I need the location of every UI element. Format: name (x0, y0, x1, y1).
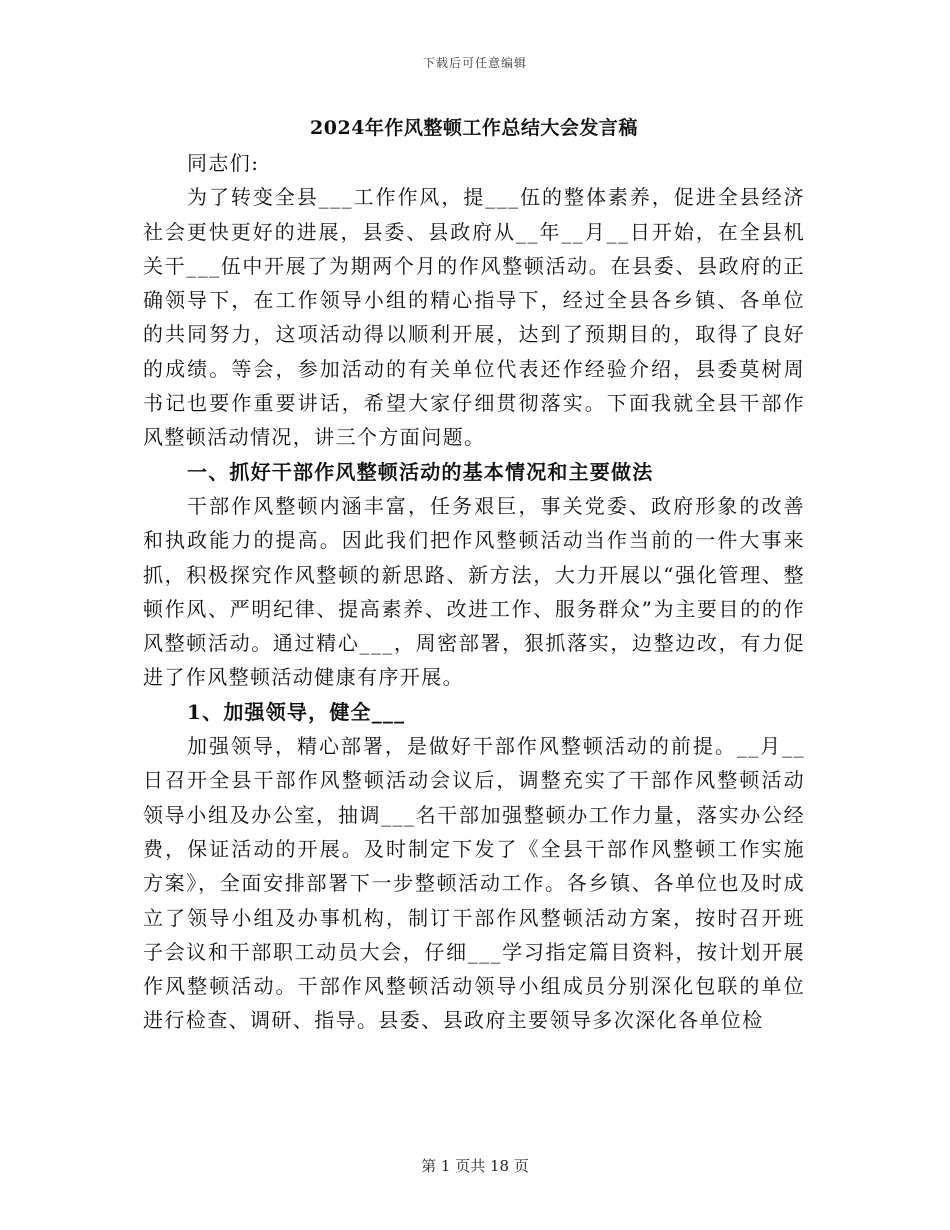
subsection-heading-1: 1、加强领导，健全___ (187, 699, 406, 724)
greeting: 同志们: (187, 151, 260, 175)
section-heading-1: 一、抓好干部作风整顿活动的基本情况和主要做法 (187, 459, 654, 484)
paragraph-section-1: 干部作风整顿内涵丰富，任务艰巨，事关党委、政府形象的改善和执政能力的提高。因此我们把作风整顿活动当作当前的一件大事来抓，积极探究作风整顿的新思路、新方法，大力开展以“强化管理、整顿作风、严明纪律、提高素养、改进工作、服务群众”为主要目的的作风整顿活动。通过精心___，周密部署，狠抓落实，边整边改，有力促进了作风整顿活动健康有序开展。 (143, 493, 805, 690)
paragraph-intro: 为了转变全县___工作作风，提___伍的整体素养，促进全县经济社会更快更好的进展，县委、县政府从__年__月__日开始，在全县机关干___伍中开展了为期两个月的作风整顿活动。在县委、县政府的正确领导下，在工作领导小组的精心指导下，经过全县各乡镇、各单位的共同努力，这项活动得以顺利开展，达到了预期目的，取得了良好的成绩。等会，参加活动的有关单位代表还作经验介绍，县委莫树周书记也要作重要讲话，希望大家仔细贯彻落实。下面我就全县干部作风整顿活动情况，讲三个方面问题。 (143, 185, 805, 450)
paragraph-subsection-1: 加强领导，精心部署，是做好干部作风整顿活动的前提。__月__日召开全县干部作风整顿活动会议后，调整充实了干部作风整顿活动领导小组及办公室，抽调___名干部加强整顿办工作力量，落实办公经费，保证活动的开展。及时制定下发了《全县干部作风整顿工作实施方案》，全面安排部署下一步整顿活动工作。各乡镇、各单位也及时成立了领导小组及办事机构，制订干部作风整顿活动方案，按时召开班子会议和干部职工动员大会，仔细___学习指定篇目资料，按计划开展作风整顿活动。干部作风整顿活动领导小组成员分别深化包联的单位进行检查、调研、指导。县委、县政府主要领导多次深化各单位检 (143, 734, 805, 1033)
document-title: 2024年作风整顿工作总结大会发言稿 (310, 117, 638, 139)
header-note: 下载后可任意编辑 (422, 56, 527, 70)
page-number: 第 1 页共 18 页 (421, 1157, 529, 1175)
document-body (143, 112, 805, 1038)
